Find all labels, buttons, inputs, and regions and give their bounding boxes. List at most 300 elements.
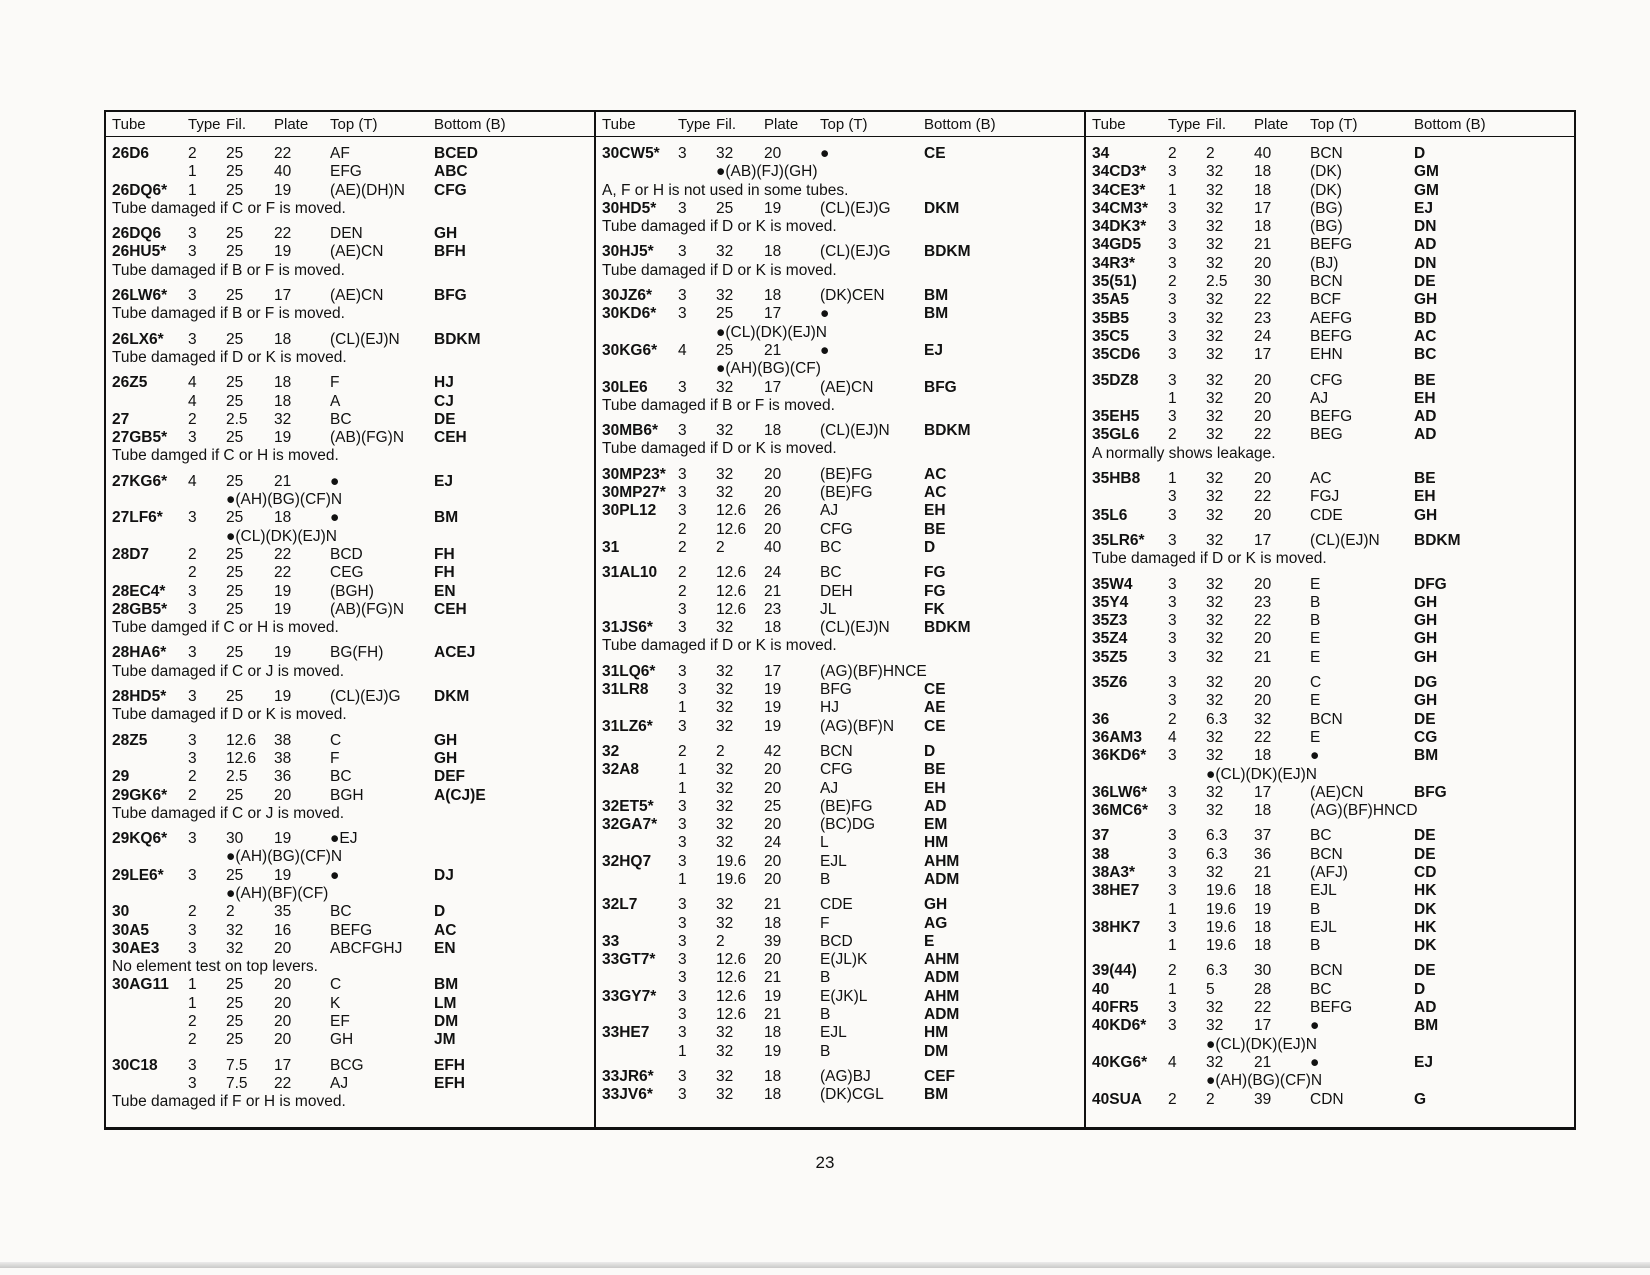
table-row xyxy=(112,393,588,411)
cell-fil: 32 xyxy=(1206,692,1224,710)
cell-top: ● xyxy=(330,509,340,527)
cell-top: EF xyxy=(330,1013,350,1031)
header-tube: Tube xyxy=(112,116,146,133)
cell-plate: 20 xyxy=(1254,692,1272,710)
cell-tube xyxy=(602,583,678,601)
cell-type: 2 xyxy=(188,768,197,786)
cell-type: 3 xyxy=(188,688,197,706)
cell-type: 2 xyxy=(1168,273,1177,291)
cell-tube xyxy=(1092,937,1168,955)
cell-top: BEG xyxy=(1310,426,1343,444)
cell-fil: 32 xyxy=(716,717,734,735)
cell-bot: CD xyxy=(1414,863,1437,881)
cell-fil: 2.5 xyxy=(226,768,248,786)
cell-bot: AC xyxy=(924,465,947,483)
row-note: Tube damaged if C or F is moved. xyxy=(112,199,346,217)
cell-bot: BC xyxy=(1414,346,1437,364)
cell-top: BG(FH) xyxy=(330,644,384,662)
cell-fil: 25 xyxy=(226,600,244,618)
table-row xyxy=(1092,937,1568,955)
cell-type: 3 xyxy=(1168,612,1177,630)
cell-type: 3 xyxy=(188,731,197,749)
cell-top: AC xyxy=(1310,470,1332,488)
cell-top: BEFG xyxy=(1310,327,1353,345)
cell-bot: DE xyxy=(1414,827,1436,845)
cell-top: (AE)CN xyxy=(820,378,874,396)
cell-fil: 12.6 xyxy=(716,1006,747,1024)
cell-fil: 32 xyxy=(1206,612,1224,630)
cell-top: ● xyxy=(1310,747,1320,765)
cell-plate: 19 xyxy=(1254,900,1272,918)
cell-fil: 32 xyxy=(716,145,734,162)
cell-bot: ADM xyxy=(924,870,960,888)
cell-type: 1 xyxy=(1168,937,1177,955)
cell-bot: EH xyxy=(1414,488,1436,506)
cell-plate: 17 xyxy=(274,287,292,305)
cell-bot: CG xyxy=(1414,728,1438,746)
cell-bot: DEF xyxy=(434,768,465,786)
cell-top: (AFJ) xyxy=(1310,863,1348,881)
cell-plate: 30 xyxy=(1254,962,1272,980)
table-row xyxy=(112,688,588,706)
cell-top: CDN xyxy=(1310,1090,1344,1108)
header-top: Top (T) xyxy=(330,116,378,133)
table-row xyxy=(1092,802,1568,820)
cell-tube: 26DQ6 xyxy=(112,225,162,243)
table-row xyxy=(602,780,1078,798)
table-row xyxy=(1092,784,1568,802)
cell-fil: 32 xyxy=(1206,346,1224,364)
cell-plate: 21 xyxy=(764,896,782,914)
table-row xyxy=(602,743,1078,761)
cell-bot: DE xyxy=(434,410,456,428)
cell-fil: 19.6 xyxy=(1206,900,1237,918)
table-row xyxy=(602,699,1078,717)
cell-top: (BE)FG xyxy=(820,484,873,502)
spacer xyxy=(602,889,1078,896)
cell-top: (BG) xyxy=(1310,218,1343,236)
cell-top: (CL)(EJ)N xyxy=(1310,531,1380,549)
cell-fil: 25 xyxy=(226,287,244,305)
cell-bot: DKM xyxy=(924,199,960,217)
cell-bot: BM xyxy=(434,509,459,527)
cell-tube: 30MP23* xyxy=(602,465,666,483)
row-subline: ●(CL)(DK)(EJ)N xyxy=(1206,765,1317,783)
cell-top: BC xyxy=(1310,827,1332,845)
cell-type: 4 xyxy=(1168,728,1177,746)
cell-top: BEFG xyxy=(330,921,373,939)
cell-fil: 6.3 xyxy=(1206,845,1228,863)
cell-top: EFG xyxy=(330,163,362,181)
cell-plate: 17 xyxy=(764,662,782,680)
table-row xyxy=(602,988,1078,1006)
spacer xyxy=(602,459,1078,466)
row-note: Tube damaged if D or K is moved. xyxy=(112,348,347,366)
cell-type: 3 xyxy=(678,465,687,483)
cell-top: DEH xyxy=(820,582,853,600)
cell-type: 3 xyxy=(188,509,197,527)
cell-plate: 39 xyxy=(764,932,782,950)
cell-fil: 2 xyxy=(716,538,725,556)
cell-type: 3 xyxy=(188,429,197,447)
cell-fil: 6.3 xyxy=(1206,710,1228,728)
cell-type: 1 xyxy=(188,994,197,1012)
cell-bot: HJ xyxy=(434,374,454,392)
page-number: 23 xyxy=(815,1153,835,1172)
cell-fil: 32 xyxy=(1206,1017,1224,1035)
table-row xyxy=(1092,999,1568,1017)
cell-type: 3 xyxy=(188,1056,197,1074)
cell-type: 2 xyxy=(1168,426,1177,444)
cell-fil: 32 xyxy=(716,1042,734,1060)
cell-fil: 25 xyxy=(226,163,244,181)
cell-top: (AE)CN xyxy=(330,287,384,305)
cell-plate: 22 xyxy=(1254,728,1272,746)
cell-top: E(JL)K xyxy=(820,951,868,969)
table-row xyxy=(602,816,1078,834)
cell-plate: 25 xyxy=(764,797,782,815)
spacer xyxy=(602,656,1078,663)
cell-tube xyxy=(602,1006,678,1024)
cell-fil: 32 xyxy=(716,896,734,914)
cell-bot: DE xyxy=(1414,273,1436,291)
cell-bot: EFH xyxy=(434,1056,465,1074)
cell-fil: 32 xyxy=(1206,593,1224,611)
cell-type: 3 xyxy=(1168,747,1177,765)
cell-plate: 18 xyxy=(764,287,782,305)
cell-bot: GH xyxy=(1414,506,1438,524)
cell-fil: 32 xyxy=(716,681,734,699)
cell-plate: 22 xyxy=(1254,426,1272,444)
cell-bot: GH xyxy=(1414,291,1438,309)
header-type: Type xyxy=(678,116,711,133)
cell-tube xyxy=(602,521,678,539)
cell-type: 3 xyxy=(188,582,197,600)
cell-type: 1 xyxy=(678,699,687,717)
cell-type: 2 xyxy=(1168,962,1177,980)
header-top: Top (T) xyxy=(820,116,868,133)
cell-plate: 19 xyxy=(274,866,292,884)
cell-bot: ADM xyxy=(924,969,960,987)
cell-type: 2 xyxy=(678,538,687,556)
cell-fil: 32 xyxy=(716,914,734,932)
cell-plate: 22 xyxy=(1254,488,1272,506)
cell-tube: 26DQ6* xyxy=(112,181,168,199)
cell-bot: BDKM xyxy=(434,330,481,348)
cell-type: 3 xyxy=(1168,630,1177,648)
cell-top: BCD xyxy=(820,932,853,950)
cell-plate: 21 xyxy=(764,1006,782,1024)
cell-top: L xyxy=(820,834,829,852)
cell-type: 3 xyxy=(1168,918,1177,936)
cell-fil: 12.6 xyxy=(716,582,747,600)
cell-top: B xyxy=(1310,937,1321,955)
cell-type: 3 xyxy=(678,896,687,914)
cell-fil: 32 xyxy=(1206,999,1224,1017)
cell-top: BFG xyxy=(820,681,852,699)
cell-top: CFG xyxy=(820,520,853,538)
cell-bot: BM xyxy=(924,305,949,323)
cell-type: 1 xyxy=(1168,470,1177,488)
spacer xyxy=(112,681,588,688)
table-row xyxy=(1092,864,1568,882)
cell-tube xyxy=(112,995,188,1013)
cell-type: 1 xyxy=(188,976,197,994)
table-row xyxy=(112,1031,588,1049)
cell-type: 3 xyxy=(678,1006,687,1024)
table-row xyxy=(1092,470,1568,488)
cell-top: (BGH) xyxy=(330,582,374,600)
cell-top: (AE)CN xyxy=(330,243,384,261)
cell-bot: GH xyxy=(1414,692,1438,710)
cell-plate: 18 xyxy=(1254,937,1272,955)
cell-fil: 32 xyxy=(1206,236,1224,254)
cell-bot: EFH xyxy=(434,1074,465,1092)
cell-type: 1 xyxy=(678,870,687,888)
cell-plate: 38 xyxy=(274,731,292,749)
cell-top: A xyxy=(330,392,341,410)
table-row xyxy=(1092,372,1568,390)
spacer xyxy=(1092,667,1568,674)
cell-plate: 18 xyxy=(764,619,782,637)
cell-bot: BFG xyxy=(434,287,467,305)
cell-type: 3 xyxy=(1168,488,1177,506)
cell-top: C xyxy=(330,976,342,994)
cell-tube: 35LR6* xyxy=(1092,531,1145,549)
cell-tube xyxy=(1092,692,1168,710)
cell-type: 3 xyxy=(1168,309,1177,327)
cell-plate: 40 xyxy=(764,538,782,556)
cell-tube: 37 xyxy=(1092,827,1110,845)
cell-tube: 36KD6* xyxy=(1092,747,1147,765)
cell-tube: 33GT7* xyxy=(602,951,656,969)
cell-fil: 25 xyxy=(226,1031,244,1049)
cell-tube: 33JV6* xyxy=(602,1086,653,1104)
table-row xyxy=(602,521,1078,539)
cell-bot: AHM xyxy=(924,951,960,969)
table-row xyxy=(602,484,1078,502)
cell-top: (DK)CGL xyxy=(820,1086,884,1104)
cell-tube: 35CD6 xyxy=(1092,346,1141,364)
cell-top: B xyxy=(1310,612,1321,630)
cell-plate: 20 xyxy=(274,786,292,804)
cell-fil: 32 xyxy=(716,797,734,815)
cell-bot: BDKM xyxy=(924,619,971,637)
table-row xyxy=(1092,630,1568,648)
cell-fil: 32 xyxy=(716,662,734,680)
cell-type: 1 xyxy=(188,163,197,181)
cell-plate: 18 xyxy=(1254,163,1272,181)
cell-type: 3 xyxy=(1168,199,1177,217)
cell-fil: 25 xyxy=(226,472,244,490)
cell-bot: CFG xyxy=(434,181,467,199)
cell-tube xyxy=(1092,390,1168,408)
cell-tube xyxy=(602,780,678,798)
table-row xyxy=(112,732,588,750)
cell-plate: 18 xyxy=(764,422,782,440)
cell-tube: 28Z5 xyxy=(112,731,148,749)
cell-top: BCN xyxy=(1310,145,1343,162)
spacer xyxy=(112,280,588,287)
cell-type: 3 xyxy=(1168,648,1177,666)
cell-top: HJ xyxy=(820,699,839,717)
cell-top: BCF xyxy=(1310,291,1341,309)
cell-fil: 25 xyxy=(716,199,734,217)
spacer xyxy=(112,367,588,374)
spacer xyxy=(112,324,588,331)
cell-bot: CJ xyxy=(434,392,454,410)
table-row xyxy=(1092,200,1568,218)
cell-type: 2 xyxy=(188,1031,197,1049)
cell-plate: 20 xyxy=(1254,575,1272,593)
spacer xyxy=(602,280,1078,287)
cell-fil: 32 xyxy=(1206,506,1224,524)
header-fil: Fil. xyxy=(1206,116,1226,133)
cell-plate: 20 xyxy=(764,465,782,483)
cell-plate: 35 xyxy=(274,903,292,921)
cell-plate: 19 xyxy=(274,688,292,706)
cell-type: 3 xyxy=(188,921,197,939)
cell-tube: 40FR5 xyxy=(1092,999,1139,1017)
cell-top: BCN xyxy=(1310,710,1343,728)
cell-plate: 22 xyxy=(274,545,292,563)
cell-type: 2 xyxy=(1168,145,1177,162)
cell-bot: CEH xyxy=(434,429,467,447)
table-row xyxy=(1092,962,1568,980)
cell-bot: EN xyxy=(434,582,456,600)
column-header xyxy=(1086,116,1574,137)
cell-top: BEFG xyxy=(1310,999,1353,1017)
cell-plate: 40 xyxy=(274,163,292,181)
cell-type: 2 xyxy=(188,564,197,582)
cell-top: B xyxy=(1310,593,1321,611)
cell-bot: BDKM xyxy=(924,422,971,440)
table-row xyxy=(1092,711,1568,729)
cell-type: 3 xyxy=(188,830,197,848)
cell-fil: 19.6 xyxy=(1206,918,1237,936)
table-row xyxy=(602,798,1078,816)
cell-fil: 12.6 xyxy=(716,987,747,1005)
cell-bot: E xyxy=(924,932,935,950)
cell-fil: 25 xyxy=(226,786,244,804)
cell-fil: 2 xyxy=(716,932,725,950)
cell-plate: 20 xyxy=(1254,408,1272,426)
cell-plate: 36 xyxy=(274,768,292,786)
row-subline: ●(AH)(BG)(CF)N xyxy=(226,491,343,509)
cell-type: 3 xyxy=(678,287,687,305)
cell-tube xyxy=(1092,488,1168,506)
cell-bot: EJ xyxy=(1414,1053,1433,1071)
cell-bot: FH xyxy=(434,564,455,582)
cell-plate: 18 xyxy=(1254,181,1272,199)
table-row xyxy=(602,718,1078,736)
cell-top: ● xyxy=(1310,1053,1320,1071)
cell-top: ● xyxy=(820,145,830,162)
cell-fil: 32 xyxy=(1206,408,1224,426)
cell-plate: 21 xyxy=(764,341,782,359)
cell-plate: 20 xyxy=(764,145,782,162)
cell-bot: EJ xyxy=(924,341,943,359)
cell-tube: 30C18 xyxy=(112,1056,158,1074)
cell-type: 2 xyxy=(678,582,687,600)
cell-bot: GM xyxy=(1414,163,1439,181)
cell-fil: 32 xyxy=(716,619,734,637)
table-row xyxy=(602,422,1078,440)
cell-plate: 23 xyxy=(764,600,782,618)
table-row xyxy=(112,922,588,940)
header-tube: Tube xyxy=(1092,116,1126,133)
spacer xyxy=(112,218,588,225)
cell-plate: 22 xyxy=(274,564,292,582)
cell-top: B xyxy=(820,870,831,888)
cell-type: 3 xyxy=(678,1086,687,1104)
cell-bot: BDKM xyxy=(1414,531,1461,549)
cell-top: B xyxy=(820,1006,831,1024)
cell-top: EJL xyxy=(1310,918,1337,936)
cell-bot: JM xyxy=(434,1031,456,1049)
cell-top: BC xyxy=(330,768,352,786)
cell-tube: 38HE7 xyxy=(1092,882,1140,900)
cell-fil: 25 xyxy=(226,181,244,199)
cell-type: 3 xyxy=(1168,218,1177,236)
cell-top: DEN xyxy=(330,225,363,243)
cell-plate: 18 xyxy=(274,330,292,348)
table-row xyxy=(1092,747,1568,765)
header-bottom: Bottom (B) xyxy=(924,116,996,133)
spacer xyxy=(1092,955,1568,962)
cell-bot: DM xyxy=(434,1013,459,1031)
cell-plate: 18 xyxy=(1254,802,1272,820)
cell-tube xyxy=(602,601,678,619)
table-row xyxy=(602,951,1078,969)
cell-fil: 32 xyxy=(716,1024,734,1042)
cell-type: 3 xyxy=(678,484,687,502)
cell-plate: 20 xyxy=(764,779,782,797)
table-row xyxy=(602,583,1078,601)
cell-plate: 17 xyxy=(764,305,782,323)
column-1 xyxy=(106,112,596,1127)
cell-tube: 35Z4 xyxy=(1092,630,1128,648)
cell-top: E xyxy=(1310,648,1321,666)
cell-bot: EH xyxy=(924,502,946,520)
cell-bot: EJ xyxy=(1414,199,1433,217)
cell-bot: D xyxy=(1414,145,1426,162)
cell-top: AJ xyxy=(1310,389,1329,407)
cell-type: 3 xyxy=(678,378,687,396)
spacer xyxy=(602,415,1078,422)
cell-tube: 35(51) xyxy=(1092,273,1137,291)
table-row xyxy=(1092,1017,1568,1035)
cell-bot: DE xyxy=(1414,962,1436,980)
cell-plate: 21 xyxy=(764,969,782,987)
cell-fil: 32 xyxy=(1206,389,1224,407)
cell-type: 3 xyxy=(1168,254,1177,272)
cell-bot: D xyxy=(924,538,936,556)
header-fil: Fil. xyxy=(716,116,736,133)
cell-plate: 20 xyxy=(1254,254,1272,272)
cell-type: 4 xyxy=(188,374,197,392)
cell-type: 3 xyxy=(1168,783,1177,801)
cell-tube xyxy=(1092,901,1168,919)
cell-bot xyxy=(924,663,1078,681)
cell-fil: 25 xyxy=(226,429,244,447)
cell-bot: D xyxy=(434,903,446,921)
cell-tube: 35C5 xyxy=(1092,327,1130,345)
cell-fil: 25 xyxy=(226,688,244,706)
cell-plate: 20 xyxy=(274,1031,292,1049)
cell-type: 2 xyxy=(188,786,197,804)
cell-type: 3 xyxy=(188,600,197,618)
